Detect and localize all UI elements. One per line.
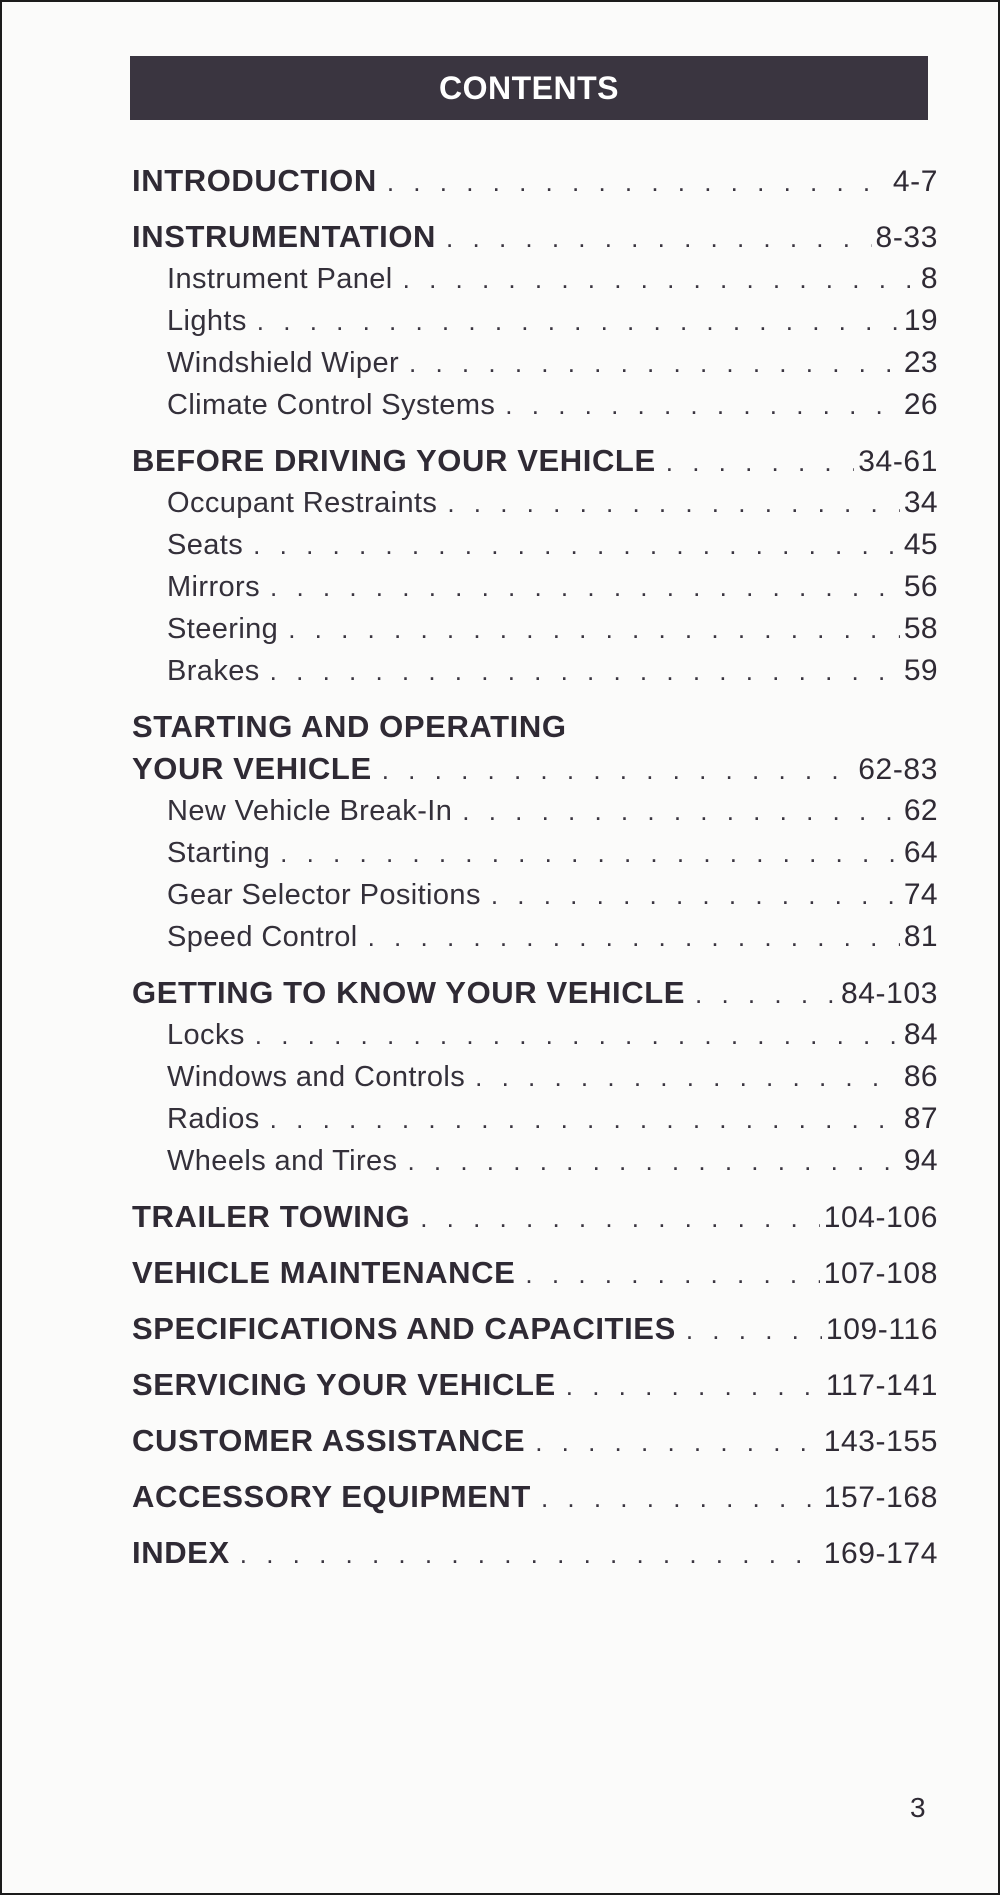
toc-entry (132, 1308, 938, 1350)
toc-subentry-page: 86 (903, 1060, 938, 1093)
dot-leader (446, 217, 872, 259)
toc-subentry (132, 650, 938, 692)
dot-leader (420, 1197, 819, 1239)
toc-subentry-label: Locks (167, 1019, 245, 1051)
dot-leader (475, 1056, 900, 1098)
toc-subentry (132, 258, 938, 300)
dot-leader (541, 1477, 820, 1519)
toc-entry-pages: 143-155 (823, 1425, 938, 1458)
dot-leader (462, 790, 900, 832)
toc-section-customer-assistance (132, 1420, 938, 1462)
toc-entry (132, 216, 938, 258)
dot-leader (270, 650, 900, 692)
toc-subentry-label: Brakes (167, 655, 260, 687)
toc-subentry-label: Radios (167, 1103, 260, 1135)
toc-entry-pages: 62-83 (858, 753, 938, 786)
dot-leader (253, 524, 900, 566)
toc-subentry (132, 342, 938, 384)
toc-subentry (132, 300, 938, 342)
dot-leader (409, 342, 900, 384)
toc-subentry (132, 1098, 938, 1140)
dot-leader (695, 973, 837, 1015)
toc-subentry-page: 74 (903, 878, 938, 911)
toc-subentry-page: 64 (903, 836, 938, 869)
toc-subentry-page: 81 (903, 920, 938, 953)
toc-entry-pages: 8-33 (875, 221, 938, 254)
toc-entry-title: SPECIFICATIONS AND CAPACITIES (132, 1311, 676, 1346)
dot-leader (403, 258, 917, 300)
toc-subentry (132, 1056, 938, 1098)
toc-subentry (132, 608, 938, 650)
toc-subentry (132, 524, 938, 566)
dot-leader (525, 1253, 819, 1295)
dot-leader (240, 1533, 820, 1575)
toc-entry-title: INTRODUCTION (132, 163, 377, 198)
toc-section-index (132, 1532, 938, 1574)
toc-section-getting-to-know (132, 972, 938, 1182)
toc-subentry-label: Lights (167, 305, 247, 337)
dot-leader (505, 384, 900, 426)
toc-entry-pages: 117-141 (825, 1369, 938, 1402)
toc-subentry-label: Starting (167, 837, 271, 869)
toc-section-accessory-equipment (132, 1476, 938, 1518)
toc-entry (132, 440, 938, 482)
toc-subentry (132, 384, 938, 426)
dot-leader (566, 1365, 822, 1407)
toc-entry (132, 160, 938, 202)
toc-entry (132, 1476, 938, 1518)
toc-subentry-label: Instrument Panel (167, 263, 393, 295)
toc-subentry-page: 59 (903, 654, 938, 687)
dot-leader (387, 161, 889, 203)
toc-subentry-label: Speed Control (167, 921, 358, 953)
dot-leader (288, 608, 900, 650)
dot-leader (407, 1140, 899, 1182)
page-number: 3 (910, 1792, 926, 1823)
toc-entry (132, 748, 938, 790)
toc-entry (132, 1196, 938, 1238)
toc-entry-pages: 104-106 (823, 1201, 938, 1234)
toc-subentry-label: New Vehicle Break-In (167, 795, 453, 827)
toc-subentry-label: Mirrors (167, 571, 261, 603)
contents-header-bar (130, 56, 928, 120)
toc-subentry-page: 23 (903, 346, 938, 379)
toc-entry (132, 1252, 938, 1294)
contents-title: CONTENTS (439, 69, 619, 106)
toc-section-vehicle-maintenance (132, 1252, 938, 1294)
toc-section-starting-operating (132, 706, 938, 958)
toc-section-before-driving (132, 440, 938, 692)
toc-entry-pages: 107-108 (823, 1257, 938, 1290)
dot-leader (686, 1309, 822, 1351)
dot-leader (535, 1421, 819, 1463)
toc-section-servicing (132, 1364, 938, 1406)
toc-entry-title: INDEX (132, 1535, 230, 1570)
dot-leader (666, 441, 855, 483)
toc-subentry-page: 87 (903, 1102, 938, 1135)
toc-section-introduction (132, 160, 938, 202)
toc-entry-title: VEHICLE MAINTENANCE (132, 1255, 516, 1290)
toc-subentry-page: 94 (903, 1144, 938, 1177)
dot-leader (491, 874, 900, 916)
toc-subentry-label: Steering (167, 613, 279, 645)
toc-entry-title-line (132, 706, 938, 748)
toc-subentry-page: 62 (903, 794, 938, 827)
toc-entry-title: INSTRUMENTATION (132, 219, 437, 254)
toc-entry-pages: 4-7 (892, 165, 938, 198)
toc-subentry-page: 56 (903, 570, 938, 603)
toc-subentry-label: Occupant Restraints (167, 487, 438, 519)
toc-subentry (132, 916, 938, 958)
toc-entry-pages: 169-174 (823, 1537, 938, 1570)
toc-entry-title: BEFORE DRIVING YOUR VEHICLE (132, 443, 656, 478)
toc-entry (132, 1532, 938, 1574)
toc-entry-pages: 157-168 (823, 1481, 938, 1514)
toc-section-instrumentation (132, 216, 938, 426)
toc-subentry-label: Seats (167, 529, 244, 561)
toc-subentry-page: 34 (903, 486, 938, 519)
toc-subentry-label: Windows and Controls (167, 1061, 466, 1093)
toc-subentry (132, 566, 938, 608)
toc-subentry-page: 45 (903, 528, 938, 561)
toc-subentry-page: 84 (903, 1018, 938, 1051)
toc-entry-title: SERVICING YOUR VEHICLE (132, 1367, 556, 1402)
toc-entry-pages: 84-103 (840, 977, 938, 1010)
toc-subentry (132, 1140, 938, 1182)
toc-subentry-label: Climate Control Systems (167, 389, 496, 421)
dot-leader (257, 300, 900, 342)
toc-entry-title: ACCESSORY EQUIPMENT (132, 1479, 531, 1514)
toc-subentry-page: 26 (903, 388, 938, 421)
toc-subentry-label: Wheels and Tires (167, 1145, 398, 1177)
toc-entry (132, 1364, 938, 1406)
toc-entry-title: YOUR VEHICLE (132, 751, 372, 786)
toc-entry-title-first-line: STARTING AND OPERATING (132, 709, 567, 744)
toc-subentry (132, 482, 938, 524)
toc-subentry (132, 874, 938, 916)
dot-leader (447, 482, 900, 524)
toc-entry (132, 1420, 938, 1462)
dot-leader (270, 566, 900, 608)
toc-subentry-page: 58 (903, 612, 938, 645)
toc-subentry-label: Windshield Wiper (167, 347, 400, 379)
toc-subentry (132, 832, 938, 874)
dot-leader (368, 916, 900, 958)
dot-leader (255, 1014, 900, 1056)
toc-section-trailer-towing (132, 1196, 938, 1238)
toc-section-specifications (132, 1308, 938, 1350)
toc-entry-pages: 109-116 (825, 1313, 938, 1346)
toc-entry-title: GETTING TO KNOW YOUR VEHICLE (132, 975, 686, 1010)
toc-entry-pages: 34-61 (858, 445, 938, 478)
toc-subentry-page: 19 (903, 304, 938, 337)
dot-leader (280, 832, 900, 874)
dot-leader (382, 749, 855, 791)
toc-subentry (132, 790, 938, 832)
toc-subentry-label: Gear Selector Positions (167, 879, 481, 911)
dot-leader (270, 1098, 900, 1140)
toc-subentry-page: 8 (920, 262, 938, 295)
toc-subentry (132, 1014, 938, 1056)
toc-entry-title: CUSTOMER ASSISTANCE (132, 1423, 526, 1458)
table-of-contents (132, 160, 938, 1588)
toc-entry (132, 972, 938, 1014)
toc-entry-title: TRAILER TOWING (132, 1199, 411, 1234)
